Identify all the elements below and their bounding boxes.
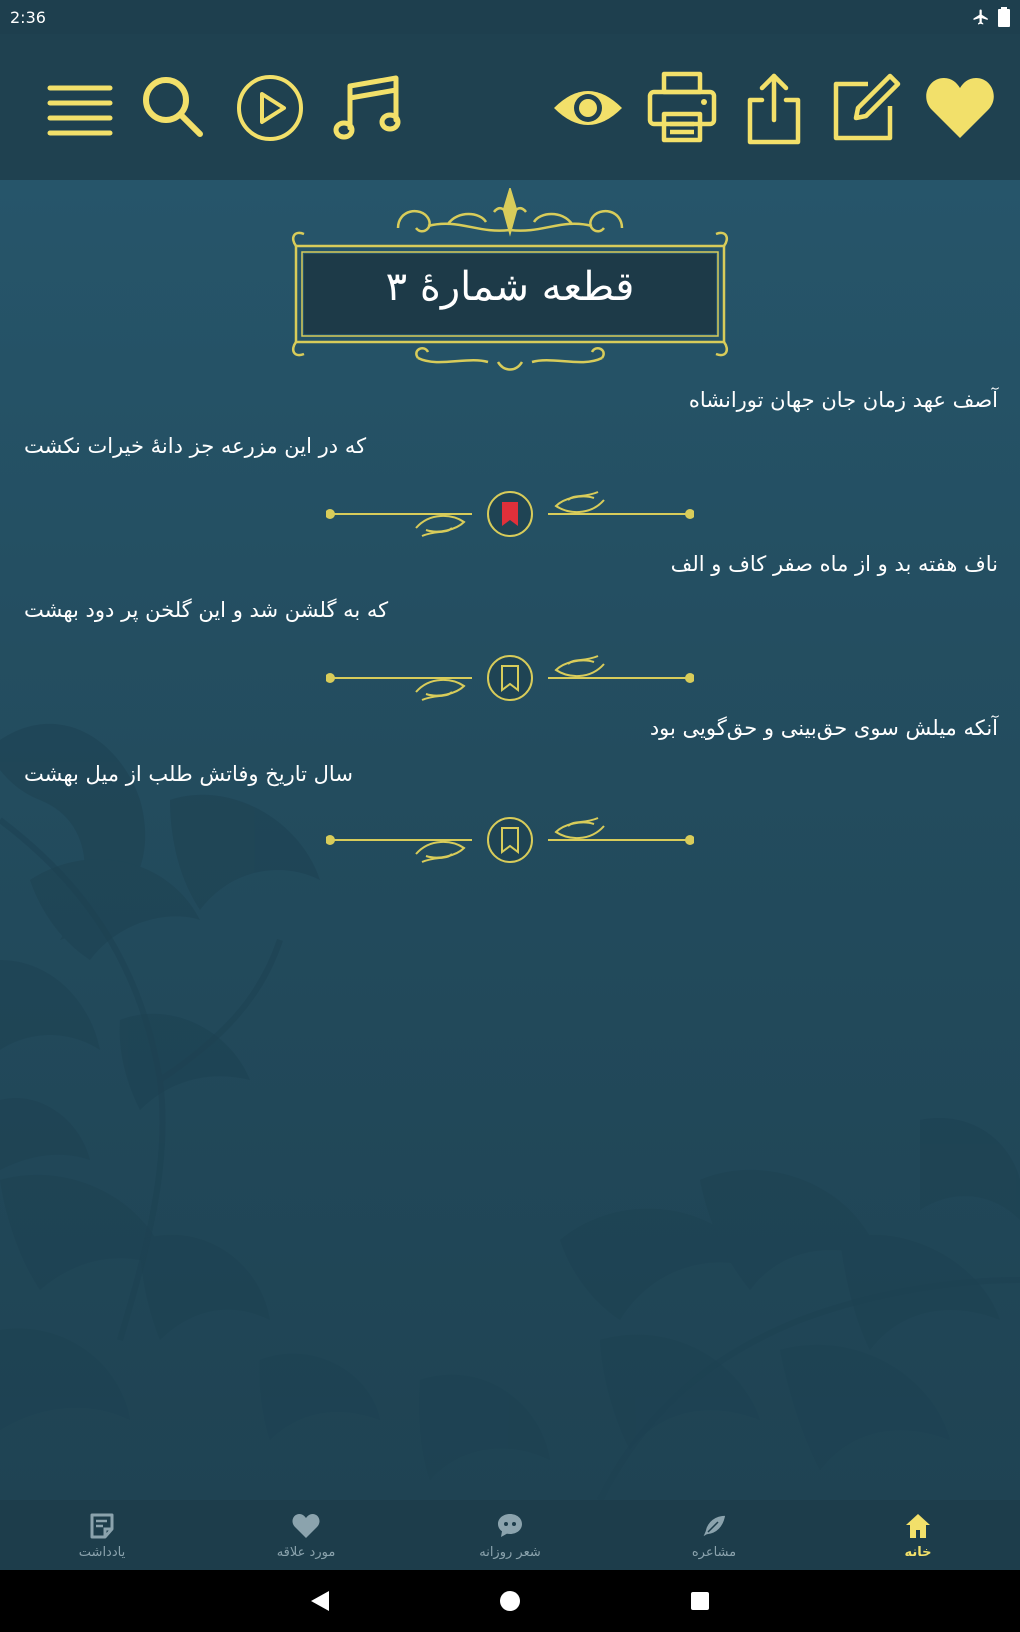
bottom-nav	[0, 1500, 1020, 1570]
status-time: 2:36	[10, 7, 46, 27]
couplet-divider	[326, 648, 694, 708]
couplet-divider	[326, 484, 694, 544]
bookmark-button[interactable]	[488, 492, 532, 536]
couplet-2-second-hemistich: که به گلشن شد و این گلخن پر دود بهشت	[24, 598, 389, 622]
nav-home-label: خانه	[904, 1544, 932, 1560]
heart-icon	[291, 1511, 321, 1541]
bookmark-button[interactable]	[488, 656, 532, 700]
home-icon	[903, 1511, 933, 1541]
couplet-3-second-hemistich: سال تاریخ وفاتش طلب از میل بهشت	[24, 762, 353, 786]
nav-favorites[interactable]	[204, 1500, 408, 1570]
home-circle-icon[interactable]	[495, 1586, 525, 1616]
feather-icon	[699, 1511, 729, 1541]
couplet-2-first-hemistich: ناف هفته بد و از ماه صفر کاف و الف	[670, 552, 998, 576]
system-nav-bar	[0, 1570, 1020, 1632]
share-icon[interactable]	[736, 70, 812, 146]
status-icons	[972, 7, 1010, 27]
bookmark-button[interactable]	[488, 818, 532, 862]
print-icon[interactable]	[644, 70, 720, 146]
battery-icon	[998, 7, 1010, 27]
poem-title: قطعه شمارهٔ ۳	[385, 264, 635, 310]
recents-icon[interactable]	[685, 1586, 715, 1616]
status-bar	[0, 0, 1020, 34]
nav-daily-poem[interactable]	[408, 1500, 612, 1570]
note-icon	[87, 1511, 117, 1541]
search-icon[interactable]	[136, 70, 212, 146]
title-frame	[288, 188, 732, 378]
heart-icon[interactable]	[922, 70, 998, 146]
poem-content[interactable]	[0, 180, 1020, 1500]
back-icon[interactable]	[305, 1586, 335, 1616]
chat-icon	[495, 1511, 525, 1541]
nav-favorites-label: مورد علاقه	[276, 1544, 336, 1560]
toolbar	[0, 34, 1020, 180]
nav-mosha-ere-label: مشاعره	[691, 1544, 737, 1560]
nav-notes[interactable]	[0, 1500, 204, 1570]
menu-icon[interactable]	[42, 70, 118, 146]
nav-notes-label: یادداشت	[78, 1544, 126, 1560]
nav-daily-poem-label: شعر روزانه	[479, 1544, 541, 1560]
couplet-1-second-hemistich: که در این مزرعه جز دانهٔ خیرات نکشت	[24, 434, 367, 458]
play-icon[interactable]	[232, 70, 308, 146]
eye-icon[interactable]	[550, 70, 626, 146]
edit-icon[interactable]	[828, 70, 904, 146]
airplane-icon	[972, 8, 990, 26]
nav-mosha-ere[interactable]	[612, 1500, 816, 1570]
couplet-1-first-hemistich: آصف عهد زمان جان جهان تورانشاه	[688, 388, 998, 412]
couplet-3-first-hemistich: آنکه میلش سوی حق‌بینی و حق‌گویی بود	[649, 716, 998, 740]
nav-home[interactable]	[816, 1500, 1020, 1570]
music-icon[interactable]	[330, 70, 406, 146]
couplet-divider	[326, 810, 694, 870]
